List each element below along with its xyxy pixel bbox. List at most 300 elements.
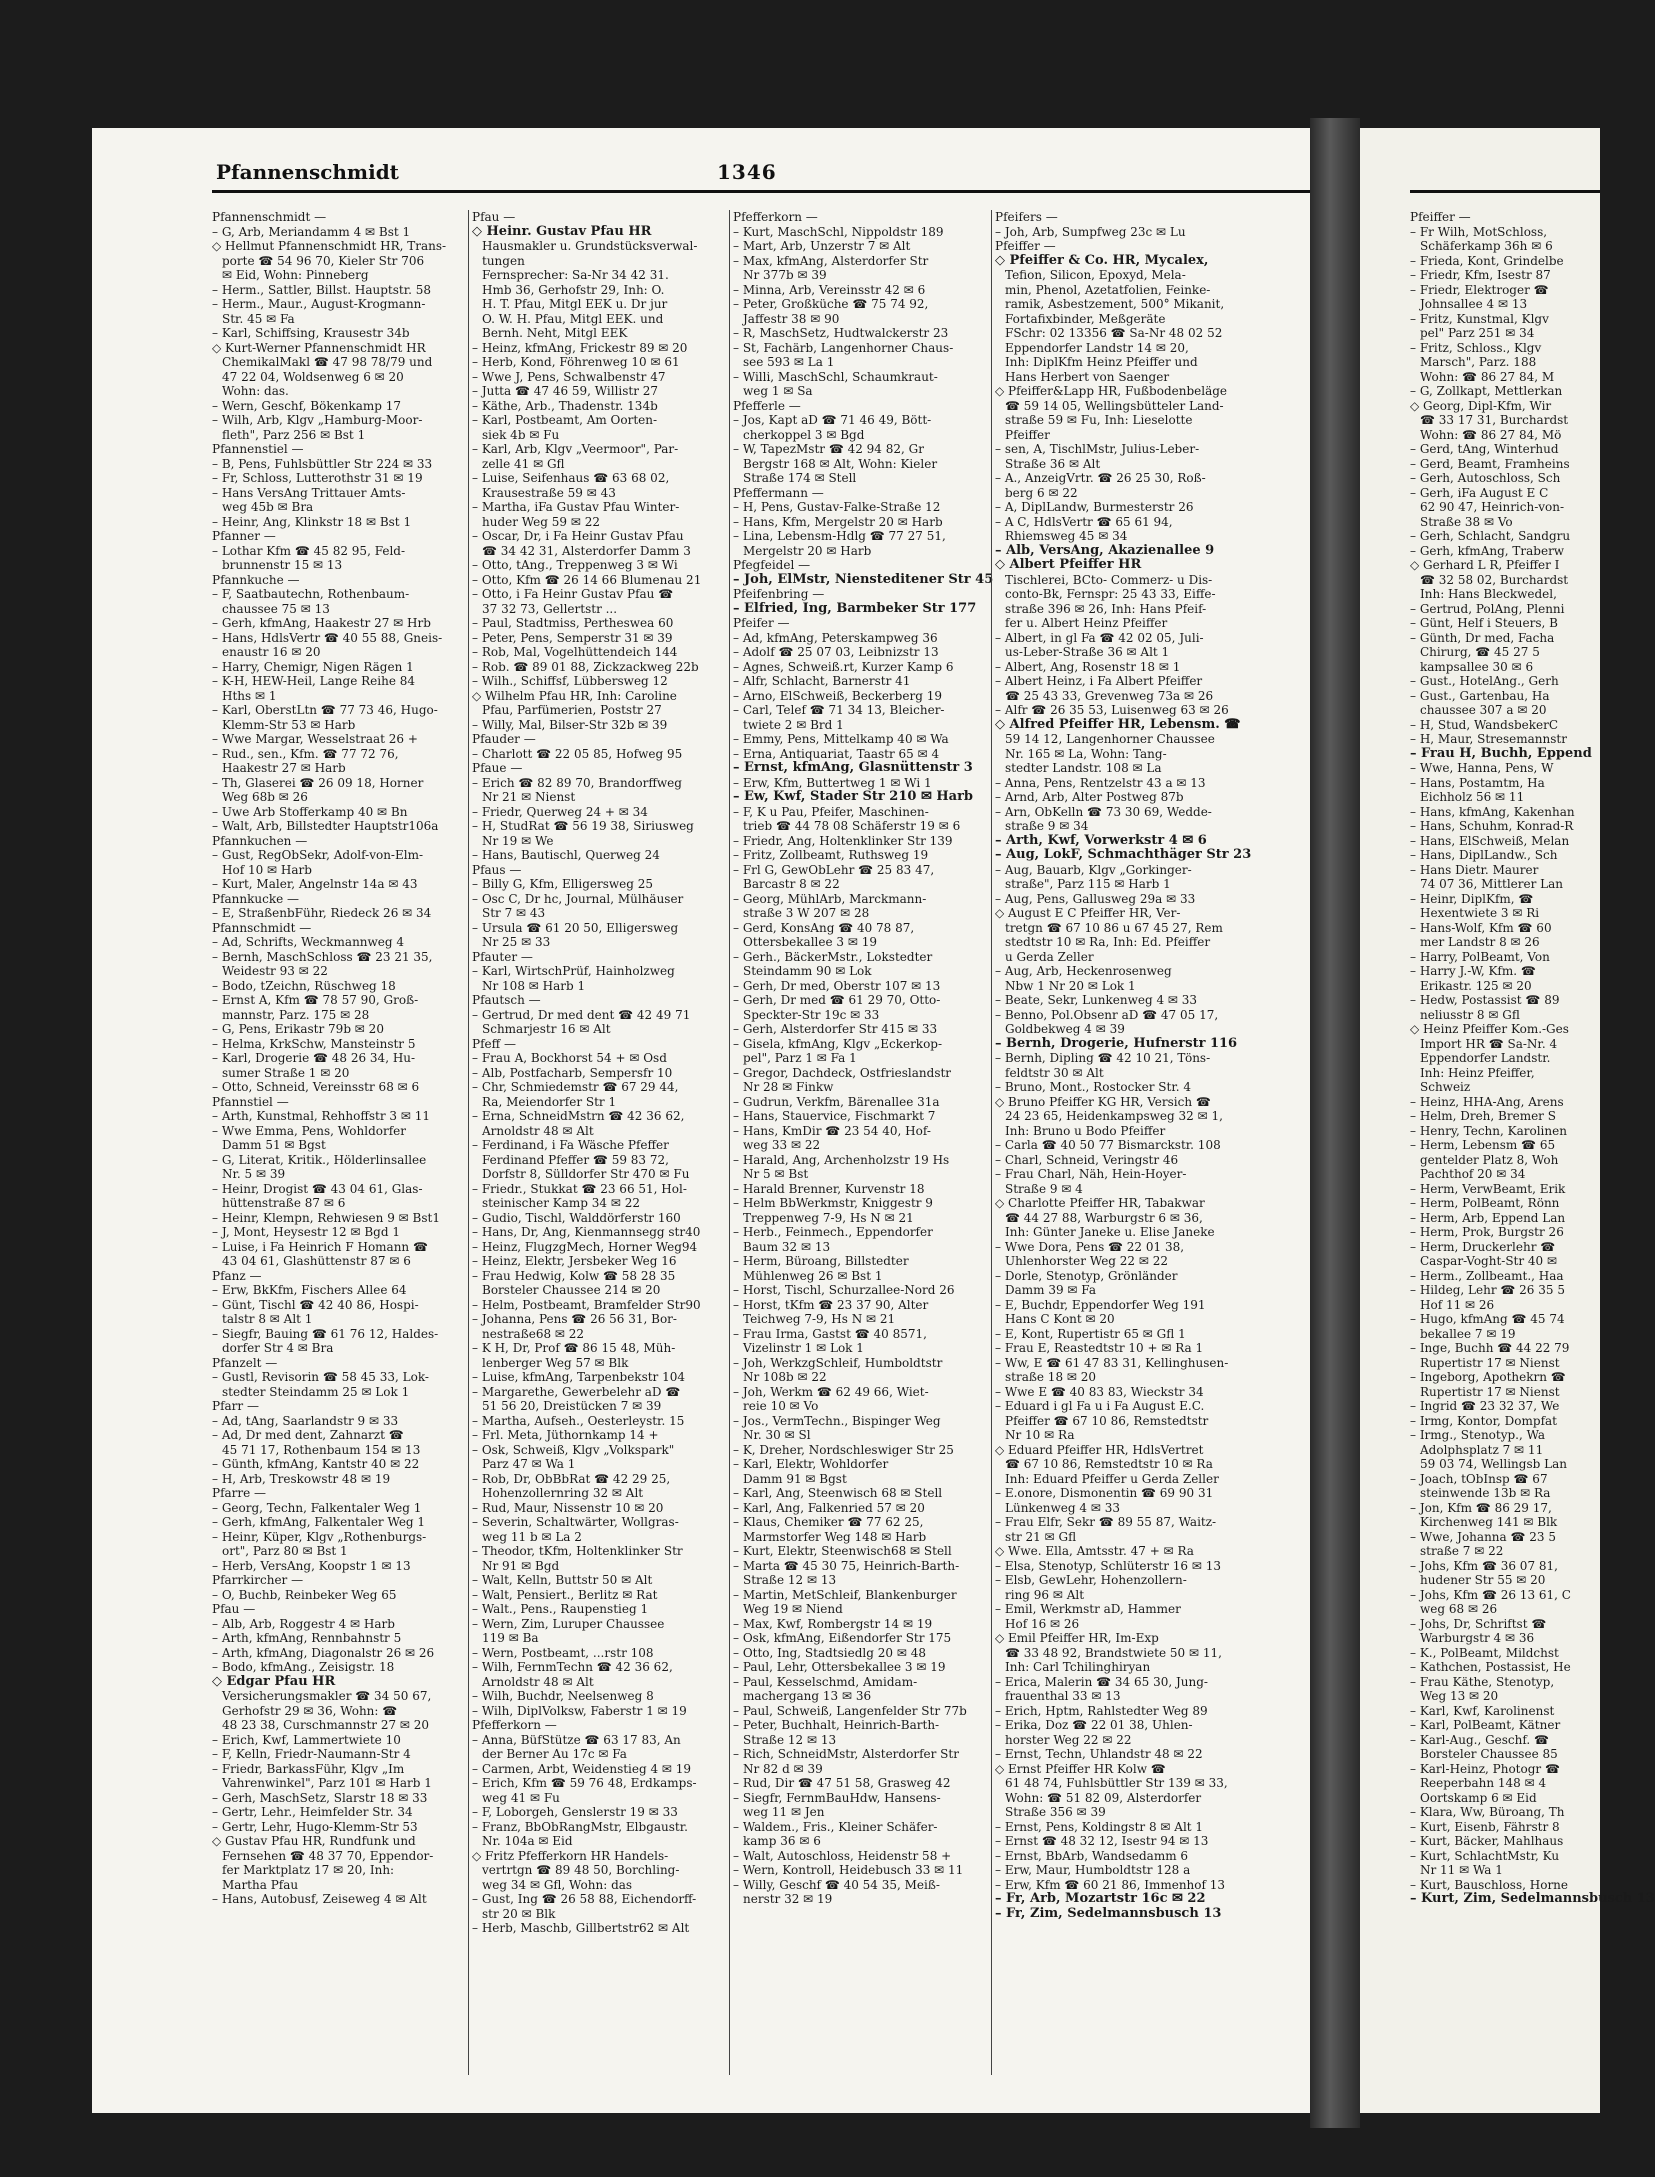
directory-entry-line: Pfannenschmidt — [212,210,327,224]
directory-entry-line: – Rich, SchneidMstr, Alsterdorfer Str [733,1747,959,1761]
directory-entry-line: – Bruno, Mont., Rostocker Str. 4 [995,1080,1192,1094]
directory-entry-line: – Kurt, Bäcker, Mahlhaus [1410,1834,1564,1848]
directory-entry-line: weg 45b ✉ Bra [222,500,314,514]
directory-entry-line: Pfau — [212,1602,256,1616]
directory-entry-line: Erikastr. 125 ✉ 20 [1420,978,1532,993]
directory-entry-line: siek 4b ✉ Fu [482,427,560,442]
directory-entry-line: – Gertrud, PolAng, Plenni [1410,601,1565,616]
directory-entry-line: – Frl G, GewObLehr ☎ 25 83 47, [733,862,935,877]
directory-entry-line: Pfannenstiel — [212,442,304,456]
directory-entry-line: – Gudio, Tischl, Walddörferstr 160 [472,1210,681,1225]
directory-entry-line: – Frau Irma, Gastst ☎ 40 8571, [733,1326,927,1341]
directory-entry-line: – Eduard i gl Fa u i Fa August E.C. [995,1399,1205,1413]
column-divider [991,210,992,2075]
directory-entry-line: – B, Pens, Fuhlsbüttler Str 224 ✉ 33 [212,456,433,471]
directory-entry-line: – Jon, Kfm ☎ 86 29 17, [1410,1500,1552,1515]
directory-entry-line: Arnoldstr 48 ✉ Alt [482,1123,594,1138]
directory-entry-line: Pfegfeidel — [733,558,811,572]
directory-entry-line: 45 71 17, Rothenbaum 154 ✉ 13 [222,1442,421,1457]
directory-entry-line: – Kurt, Bauschloss, Horne [1410,1877,1569,1892]
directory-entry-line: – K, Dreher, Nordschleswiger Str 25 [733,1442,954,1457]
directory-entry-line: Hausmakler u. Grundstücksverwal- [482,239,698,253]
directory-entry-line: Borsteler Chaussee 214 ✉ 20 [482,1283,661,1297]
book-binding [1310,118,1360,2128]
directory-entry-line: – Erw, Maur, Humboldtstr 128 a [995,1863,1191,1877]
directory-entry-line: straße 396 ✉ 26, Inh: Hans Pfeif- [1005,601,1207,616]
directory-entry-line: Pfanz — [212,1268,262,1283]
directory-entry-line: Versicherungsmakler ☎ 34 50 67, [222,1689,432,1703]
directory-column-2 [472,210,728,2075]
directory-entry-line: – Wern, Geschf, Bökenkamp 17 [212,398,402,413]
directory-entry-line: – Arnd, Arb, Alter Postweg 87b [995,790,1184,804]
directory-entry-line: – Walt, Arb, Billstedter Hauptstr106a [212,819,439,833]
directory-entry-line: – Hans Dietr. Maurer [1410,862,1539,877]
directory-entry-line: – Oscar, Dr, i Fa Heinr Gustav Pfau [472,529,684,543]
directory-entry-line: – Hans, Autobusf, Zeiseweg 4 ✉ Alt [212,1892,427,1906]
directory-entry-line: H. T. Pfau, Mitgl EEK u. Dr jur [482,297,668,311]
directory-entry-line: – Erich, Kfm ☎ 59 76 48, Erdkamps- [472,1776,697,1790]
directory-entry-line: Pfeiffer ☎ 67 10 86, Remstedtstr [1005,1413,1209,1428]
directory-entry-line: ◇ Heinz Pfeiffer Kom.-Ges [1410,1022,1569,1036]
directory-entry-line: – Albert, in gl Fa ☎ 42 02 05, Juli- [995,630,1204,645]
directory-entry-line: – Johs, Dr, Schriftst ☎ [1410,1616,1547,1631]
directory-entry-line: nerstr 32 ✉ 19 [743,1892,833,1906]
directory-entry-line: – Gudrun, Verkfm, Bärenallee 31a [733,1094,940,1109]
directory-entry-line: – Elsb, GewLehr, Hohenzollern- [995,1573,1187,1587]
directory-entry-line: – Margarethe, Gewerbelehr aD ☎ [472,1384,681,1399]
directory-entry-line: Straße 9 ✉ 4 [1005,1181,1083,1196]
directory-entry-line: – Fr, Arb, Mozartstr 16c ✉ 22 [995,1891,1206,1906]
directory-entry-line: Pfeifers — [995,210,1058,224]
running-head-name: Pfannenschmidt [216,160,399,184]
directory-entry-line: gentelder Platz 8, Woh [1420,1152,1559,1167]
directory-entry-line: 24 23 65, Heidenkampsweg 32 ✉ 1, [1005,1109,1223,1123]
directory-entry-line: straße 9 ✉ 34 [1005,819,1089,833]
directory-entry-line: – Günth, Dr med, Facha [1410,630,1555,645]
directory-entry-line: Inh: Günter Janeke u. Elise Janeke [1005,1225,1215,1239]
directory-entry-line: – Herm, PolBeamt, Rönn [1410,1196,1560,1210]
directory-entry-line: ☎ 32 58 02, Burchardst [1420,572,1569,587]
directory-entry-line: Pfeifer — [733,616,790,630]
directory-entry-line: Nr 21 ✉ Nienst [482,790,576,804]
directory-entry-line: – Max, Kwf, Rombergstr 14 ✉ 19 [733,1616,933,1631]
directory-entry-line: – Ad, Schrifts, Weckmannweg 4 [212,935,405,949]
directory-entry-line: – Karl, Drogerie ☎ 48 26 34, Hu- [212,1051,416,1065]
directory-entry-line: – Herm., Zollbeamt., Haa [1410,1268,1564,1283]
directory-entry-line: Nr 108b ✉ 22 [743,1370,827,1384]
directory-entry-line: Weg 68b ✉ 26 [222,790,308,804]
directory-entry-line: brunnenstr 15 ✉ 13 [222,558,343,572]
directory-entry-line: – Helm BbWerkmstr, Kniggestr 9 [733,1196,933,1210]
directory-entry-line: Nr 377b ✉ 39 [743,268,827,282]
directory-entry-line: ◇ Gerhard L R, Pfeiffer I [1410,558,1560,572]
directory-entry-line: – Johanna, Pens ☎ 26 56 31, Bor- [472,1312,677,1326]
directory-entry-line: – A C, HdlsVertr ☎ 65 61 94, [995,514,1173,529]
directory-entry-line: – Jutta ☎ 47 46 59, Willistr 27 [472,384,659,398]
directory-entry-line: feldtstr 30 ✉ Alt [1005,1065,1104,1080]
directory-entry-line: – F, Loborgeh, Genslerstr 19 ✉ 33 [472,1805,678,1819]
directory-entry-line: Pfefferle — [733,398,801,413]
directory-entry-line: – Chr, Schmiedemstr ☎ 67 29 44, [472,1080,679,1094]
directory-entry-line: – Karl, OberstLtn ☎ 77 73 46, Hugo- [212,703,438,717]
directory-entry-line: Vizelinstr 1 ✉ Lok 1 [743,1341,864,1355]
directory-entry-line: Straße 12 ✉ 13 [743,1732,837,1747]
directory-entry-line: – Günt, Tischl ☎ 42 40 86, Hospi- [212,1297,419,1312]
directory-entry-line: ☎ 44 27 88, Warburgstr 6 ✉ 36, [1005,1210,1203,1225]
directory-entry-line: ◇ Heinr. Gustav Pfau HR [472,223,652,239]
directory-entry-line: Pfauter — [472,949,533,964]
directory-entry-line: Haakestr 27 ✉ Harb [222,761,346,775]
directory-entry-line: Caspar-Voght-Str 40 ✉ [1420,1254,1558,1268]
directory-entry-line: Jaffestr 38 ✉ 90 [743,311,840,326]
directory-entry-line: – Luise, Seifenhaus ☎ 63 68 02, [472,471,670,485]
directory-entry-line: Pfanner — [212,529,276,543]
directory-entry-line: ☎ 33 17 31, Burchardst [1420,413,1569,427]
directory-entry-line: Pfarr — [212,1399,259,1413]
directory-entry-line: – Gerh, Schlacht, Sandgru [1410,529,1571,543]
directory-entry-line: – Herm., Sattler, Billst. Hauptstr. 58 [212,282,432,297]
directory-entry-line: – Friedr, Kfm, Isestr 87 [1410,268,1551,282]
directory-entry-line: ◇ Albert Pfeiffer HR [995,557,1142,572]
directory-entry-line: trieb ☎ 44 78 08 Schäferstr 19 ✉ 6 [743,819,961,833]
directory-entry-line: – Bernh, MaschSchloss ☎ 23 21 35, [212,949,433,964]
directory-entry-line: – Carl, Telef ☎ 71 34 13, Bleicher- [733,703,945,717]
directory-entry-line: – Kathchen, Postassist, He [1410,1660,1571,1674]
directory-entry-line: Eppendorfer Landstr. [1420,1051,1551,1065]
directory-entry-line: – Heinz, FlugzgMech, Horner Weg94 [472,1239,698,1254]
directory-entry-line: – Frau Käthe, Stenotyp, [1410,1674,1555,1689]
directory-entry-line: Goldbekweg 4 ✉ 39 [1005,1022,1125,1036]
directory-entry-line: Schweiz [1420,1080,1471,1094]
directory-entry-line: – Karl, Arb, Klgv „Veermoor", Par- [472,442,679,456]
directory-entry-line: – Wwe Margar, Wesselstraat 26 + [212,732,418,746]
directory-entry-line: – Gerd, KonsAng ☎ 40 78 87, [733,920,915,935]
directory-entry-line: – Karl, Elektr, Wohldorfer [733,1457,889,1471]
directory-entry-line: 61 48 74, Fuhlsbüttler Str 139 ✉ 33, [1005,1776,1228,1790]
directory-entry-line: stedter Steindamm 25 ✉ Lok 1 [222,1384,410,1399]
directory-entry-line: ChemikalMakl ☎ 47 98 78/79 und [222,355,433,369]
directory-entry-line: – Gerd, Beamt, Framheins [1410,456,1570,471]
directory-entry-line: Nr 5 ✉ Bst [743,1167,809,1181]
directory-entry-line: – Ad, tAng, Saarlandstr 9 ✉ 33 [212,1413,399,1428]
directory-entry-line: – Frieda, Kont, Grindelbe [1410,253,1564,268]
directory-entry-line: Hths ✉ 1 [222,688,277,703]
directory-entry-line: – Fr, Schloss, Lutterothstr 31 ✉ 19 [212,471,423,485]
directory-entry-line: Nr 82 d ✉ 39 [743,1761,823,1776]
directory-entry-line: – Gerh, Autoschloss, Sch [1410,471,1561,485]
directory-entry-line: Straße 38 ✉ Vo [1420,514,1513,529]
directory-entry-line: – Friedr., Stukkat ☎ 23 66 51, Hol- [472,1181,687,1196]
directory-entry-line: chaussee 75 ✉ 13 [222,601,330,616]
directory-entry-line: – Bernh, Dipling ☎ 42 10 21, Töns- [995,1051,1211,1065]
directory-entry-line: – Karl-Heinz, Photogr ☎ [1410,1761,1560,1776]
directory-entry-line: – Wern, Zim, Luruper Chaussee [472,1616,665,1631]
directory-entry-line: Arnoldstr 48 ✉ Alt [482,1674,594,1689]
directory-entry-line: – Kurt, MaschSchl, Nippoldstr 189 [733,224,944,239]
directory-entry-line: – Gregor, Dachdeck, Ostfrieslandstr [733,1065,952,1080]
directory-entry-line: Rupertistr 17 ✉ Nienst [1420,1384,1560,1399]
directory-entry-line: Pfau — [472,210,516,224]
directory-entry-line: 47 22 04, Woldsenweg 6 ✉ 20 [222,369,404,384]
directory-entry-line: – W, TapezMstr ☎ 42 94 82, Gr [733,442,924,456]
directory-entry-line: – Kurt, Eisenb, Fährstr 8 [1410,1819,1560,1834]
directory-entry-line: Hmb 36, Gerhofstr 29, Inh: O. [482,282,665,297]
directory-entry-line: neliusstr 8 ✉ Gfl [1420,1007,1520,1022]
directory-entry-line: – G, Literat, Kritik., Hölderlinsallee [212,1152,427,1167]
directory-entry-line: – Wilh, FernmTechn ☎ 42 36 62, [472,1660,673,1674]
directory-entry-line: – Erw, Kfm ☎ 60 21 86, Immenhof 13 [995,1877,1226,1892]
directory-entry-line: – Harald, Ang, Archenholzstr 19 Hs [733,1152,950,1167]
directory-entry-line: – Hugo, kfmAng ☎ 45 74 [1410,1312,1565,1326]
directory-entry-line: ramik, Asbestzement, 500° Mikanit, [1005,297,1225,311]
directory-entry-line: – Harald Brenner, Kurvenstr 18 [733,1181,925,1196]
directory-entry-line: Fernsprecher: Sa-Nr 34 42 31. [482,268,669,282]
directory-entry-line: – Osk, kfmAng, Eißendorfer Str 175 [733,1631,952,1645]
directory-entry-line: – Erna, Antiquariat, Taastr 65 ✉ 4 [733,746,940,761]
directory-entry-line: – St, Fachärb, Langenhorner Chaus- [733,340,954,355]
directory-entry-line: Pfarre — [212,1486,267,1500]
header-rule [212,190,1310,193]
directory-entry-line: – Heinr, Klempn, Rehwiesen 9 ✉ Bst1 [212,1210,440,1225]
directory-entry-line: – Horst, Tischl, Schurzallee-Nord 26 [733,1283,955,1297]
directory-entry-line: – Beate, Sekr, Lunkenweg 4 ✉ 33 [995,993,1198,1007]
directory-entry-line: ✉ Eid, Wohn: Pinneberg [222,268,369,282]
directory-entry-line: – Hans, Stauervice, Fischmarkt 7 [733,1109,936,1123]
directory-entry-line: Uhlenhorster Weg 22 ✉ 22 [1005,1254,1169,1268]
directory-entry-line: – Wern, Kontroll, Heidebusch 33 ✉ 11 [733,1863,964,1877]
directory-entry-line: weg 11 ✉ Jen [743,1805,825,1819]
directory-entry-line: – H, Pens, Gustav-Falke-Straße 12 [733,500,941,514]
directory-entry-line: – Hans, kfmAng, Kakenhan [1410,804,1575,819]
directory-entry-line: – Johs, Kfm ☎ 26 13 61, C [1410,1587,1571,1602]
directory-entry-line: Pfarrkircher — [212,1573,304,1587]
directory-entry-line: – Gust, Ing ☎ 26 58 88, Eichendorff- [472,1892,697,1906]
directory-entry-line: ◇ Edgar Pfau HR [212,1673,336,1689]
directory-entry-line: – H, Maur, Stresemannstr [1410,732,1567,746]
directory-entry-line: 62 90 47, Heinrich-von- [1420,500,1565,514]
directory-entry-line: – Paul, Kesselschmd, Amidam- [733,1674,918,1689]
directory-entry-line: Pfauder — [472,732,536,746]
directory-entry-line: weg 11 b ✉ La 2 [482,1529,582,1544]
directory-entry-line: – Ursula ☎ 61 20 50, Elligersweg [472,920,679,935]
directory-entry-line: O. W. H. Pfau, Mitgl EEK. und [482,311,664,326]
directory-entry-line: – Herm, Druckerlehr ☎ [1410,1239,1556,1254]
directory-entry-line: ◇ Fritz Pfefferkorn HR Handels- [472,1848,669,1863]
directory-entry-line: ◇ Wilhelm Pfau HR, Inh: Caroline [472,688,677,703]
directory-entry-line: ☎ 33 48 92, Brandstwiete 50 ✉ 11, [1005,1645,1222,1660]
directory-entry-line: Tischlerei, BCto- Commerz- u Dis- [1005,572,1213,587]
directory-entry-line: – K H, Dr, Prof ☎ 86 15 48, Müh- [472,1341,676,1355]
directory-entry-line: berg 6 ✉ 22 [1005,485,1078,500]
directory-entry-line: Borsteler Chaussee 85 [1420,1747,1558,1761]
directory-entry-line: – Arth, kfmAng, Diagonalstr 26 ✉ 26 [212,1645,435,1660]
directory-entry-line: – Elfried, Ing, Barmbeker Str 177 [733,600,977,616]
directory-entry-line: Nr. 30 ✉ Sl [743,1428,811,1442]
directory-entry-line: kampsallee 30 ✉ 6 [1420,659,1534,674]
directory-entry-line: – Günt, Helf i Steuers, B [1410,616,1558,630]
directory-entry-line: hüttenstraße 87 ✉ 6 [222,1196,346,1210]
directory-entry-line: – Helm, Postbeamt, Bramfelder Str90 [472,1297,701,1312]
directory-entry-line: der Berner Au 17c ✉ Fa [482,1747,627,1761]
directory-entry-line: – Emil, Werkmstr aD, Hammer [995,1602,1181,1616]
directory-entry-line: – Walt, Autoschloss, Heidenstr 58 + [733,1848,952,1863]
directory-entry-line: vertrtgn ☎ 89 48 50, Borchling- [482,1863,680,1877]
directory-entry-line: – Erich, Hptm, Rahlstedter Weg 89 [995,1703,1208,1718]
directory-entry-line: 119 ✉ Ba [482,1631,539,1645]
directory-entry-line: – A., AnzeigVrtr. ☎ 26 25 30, Roß- [995,471,1206,485]
directory-entry-line: – O, Buchb, Reinbeker Weg 65 [212,1587,397,1602]
directory-entry-line: – Ernst, Pens, Koldingstr 8 ✉ Alt 1 [995,1819,1204,1834]
directory-entry-line: Krausestraße 59 ✉ 43 [482,485,616,500]
directory-entry-line: – Gustl, Revisorin ☎ 58 45 33, Lok- [212,1370,429,1384]
directory-entry-line: – Hans, Dr, Ang, Kienmannsegg str40 [472,1225,701,1239]
directory-entry-line: Eppendorfer Landstr 14 ✉ 20, [1005,340,1189,355]
directory-entry-line: fleth", Parz 256 ✉ Bst 1 [222,427,366,442]
directory-entry-line: – Gerh, iFa August E C [1410,485,1549,500]
directory-entry-line: – Arth, Kunstmal, Rehhoffstr 3 ✉ 11 [212,1109,430,1123]
directory-entry-line: – Heinz, HHA-Ang, Arens [1410,1094,1564,1109]
directory-entry-line: Teichweg 7-9, Hs N ✉ 21 [743,1312,896,1326]
header-rule [1410,190,1600,193]
directory-entry-line: – Karl, Schiffsing, Krausestr 34b [212,326,410,340]
directory-entry-line: – Osc C, Dr hc, Journal, Mülhäuser [472,891,684,906]
directory-entry-line: – Herm, Prok, Burgstr 26 [1410,1225,1564,1239]
directory-entry-line: Fernsehen ☎ 48 37 70, Eppendor- [222,1848,434,1863]
directory-entry-line: Ottersbekallee 3 ✉ 19 [743,935,877,949]
directory-entry-line: frauenthal 33 ✉ 13 [1005,1689,1121,1703]
directory-entry-line: 48 23 38, Curschmannstr 27 ✉ 20 [222,1718,430,1732]
directory-entry-line: – Ferdinand, i Fa Wäsche Pfeffer [472,1138,669,1152]
directory-entry-line: Pfanzelt — [212,1355,278,1370]
directory-entry-line: Hof 11 ✉ 26 [1420,1297,1495,1312]
directory-entry-line: – Fritz, Schloss., Klgv [1410,340,1542,355]
directory-entry-line: Inh: DiplKfm Heinz Pfeiffer und [1005,355,1198,369]
directory-entry-line: ☎ 25 43 33, Grevenweg 73a ✉ 26 [1005,688,1214,703]
directory-entry-line: – Herb, Maschb, Gillbertstr62 ✉ Alt [472,1921,690,1935]
directory-entry-line: – Ad, kfmAng, Peterskampweg 36 [733,630,938,645]
directory-entry-line: – Ernst, kfmAng, Glasnüttenstr 3 [733,760,973,775]
directory-entry-line: – Frau Charl, Näh, Hein-Hoyer- [995,1167,1187,1181]
directory-entry-line: Ferdinand Pfeffer ☎ 59 83 72, [482,1152,669,1167]
directory-entry-line: Weg 13 ✉ 20 [1420,1689,1499,1703]
directory-entry-line: Fortafixbinder, Meßgeräte [1005,311,1166,326]
directory-entry-line: – Willy, Geschf ☎ 40 54 35, Meiß- [733,1877,940,1892]
directory-entry-line: – Erw, Kfm, Buttertweg 1 ✉ Wi 1 [733,775,932,790]
directory-entry-line: – Gerh, kfmAng, Haakestr 27 ✉ Hrb [212,616,431,630]
directory-entry-line: Nr 11 ✉ Wa 1 [1420,1863,1503,1877]
directory-entry-line: Import HR ☎ Sa-Nr. 4 [1420,1036,1558,1051]
directory-entry-line: Damm 39 ✉ Fa [1005,1283,1096,1297]
directory-entry-line: – Luise, kfmAng, Tarpenbekstr 104 [472,1370,685,1384]
directory-entry-line: Nr 108 ✉ Harb 1 [482,978,586,993]
directory-entry-line: – Helm, Dreh, Bremer S [1410,1109,1556,1123]
directory-entry-line: – E, Buchdr, Eppendorfer Weg 191 [995,1297,1206,1312]
directory-entry-line: Pfannschmidt — [212,920,312,935]
directory-entry-line: – A, DiplLandw, Burmesterstr 26 [995,500,1194,514]
directory-entry-line: weg 33 ✉ 22 [743,1138,821,1152]
directory-entry-line: – Heinr, DiplKfm, ☎ [1410,891,1534,906]
directory-entry-line: – Siegfr, FernmBauHdw, Hansens- [733,1790,941,1805]
directory-entry-line: – Osk, Schweiß, Klgv „Volkspark" [472,1442,675,1457]
directory-entry-line: stedter Landstr. 108 ✉ La [1005,761,1162,775]
directory-entry-line: – Friedr, Querweg 24 + ✉ 34 [472,804,648,819]
directory-entry-line: – Rob, Dr, ObBbRat ☎ 42 29 25, [472,1471,671,1486]
directory-entry-line: – Uwe Arb Stofferkamp 40 ✉ Bn [212,804,408,819]
directory-entry-line: str 21 ✉ Gfl [1005,1529,1077,1544]
directory-entry-line: Bernh. Neht, Mitgl EEK [482,326,628,340]
directory-entry-line: Hof 10 ✉ Harb [222,862,312,877]
directory-entry-line: Straße 174 ✉ Stell [743,471,857,485]
directory-entry-line: – Gerh, kfmAng, Falkentaler Weg 1 [212,1515,426,1529]
directory-entry-line: Nr 10 ✉ Ra [1005,1428,1075,1442]
directory-entry-line: – Hans, DiplLandw., Sch [1410,848,1558,862]
directory-entry-line: – Erica, Malerin ☎ 34 65 30, Jung- [995,1674,1208,1689]
directory-entry-line: Pfaue — [472,761,523,775]
directory-entry-line: – Horst, tKfm ☎ 23 37 90, Alter [733,1297,929,1312]
directory-entry-line: – Gerh, Alsterdorfer Str 415 ✉ 33 [733,1022,938,1036]
directory-entry-line: reie 10 ✉ Vo [743,1399,819,1413]
directory-entry-line: Mergelstr 20 ✉ Harb [743,543,872,558]
directory-entry-line: porte ☎ 54 96 70, Kieler Str 706 [222,253,425,268]
directory-entry-line: pel" Parz 251 ✉ 34 [1420,326,1535,340]
directory-entry-line: – H, Arb, Treskowstr 48 ✉ 19 [212,1471,391,1486]
directory-entry-line: – Herb., Feinmech., Eppendorfer [733,1225,933,1239]
directory-entry-line: nestraße68 ✉ 22 [482,1326,585,1341]
directory-entry-line: – H, StudRat ☎ 56 19 38, Siriusweg [472,819,694,833]
directory-entry-line: Hof 16 ✉ 26 [1005,1616,1080,1631]
directory-page [92,128,1310,2113]
column-divider [468,210,469,2075]
directory-entry-line: – Joh, WerkzgSchleif, Humboldtstr [733,1355,943,1370]
directory-entry-line: ◇ Ernst Pfeiffer HR Kolw ☎ [995,1761,1166,1776]
directory-entry-line: Pfannkuche — [212,572,300,587]
directory-entry-line: pel", Parz 1 ✉ Fa 1 [743,1051,857,1065]
directory-entry-line: – J, Mont, Heysestr 12 ✉ Bgd 1 [212,1225,400,1239]
directory-entry-line: – Benno, Pol.Obsenr aD ☎ 47 05 17, [995,1007,1219,1022]
directory-entry-line: Schmarjestr 16 ✉ Alt [482,1022,611,1036]
directory-entry-line: fer Marktplatz 17 ✉ 20, Inh: [222,1863,395,1877]
directory-entry-line: Steindamm 90 ✉ Lok [743,964,872,978]
next-page-column [1410,210,1655,2075]
directory-entry-line: – Anna, Pens, Rentzelstr 43 a ✉ 13 [995,775,1206,790]
directory-entry-line: Oortskamp 6 ✉ Eid [1420,1790,1537,1805]
directory-entry-line: Parz 47 ✉ Wa 1 [482,1457,576,1471]
directory-entry-line: – Willi, MaschSchl, Schaumkraut- [733,369,938,384]
directory-entry-line: Baum 32 ✉ 13 [743,1239,831,1254]
directory-entry-line: – Walt, Kelln, Buttstr 50 ✉ Alt [472,1573,653,1587]
directory-entry-line: – H, Stud, WandsbekerC [1410,717,1559,732]
directory-entry-line: Rupertistr 17 ✉ Nienst [1420,1355,1560,1370]
directory-entry-line: ◇ Emil Pfeiffer HR, Im-Exp [995,1631,1159,1645]
directory-entry-line: – F, Saatbautechn, Rothenbaum- [212,587,410,601]
directory-entry-line: straße 3 W 207 ✉ 28 [743,906,870,920]
directory-entry-line: Pfeiffer — [1410,210,1471,224]
directory-entry-line: – Otto, Schneid, Vereinsstr 68 ✉ 6 [212,1080,420,1094]
directory-entry-line: – Max, kfmAng, Alsterdorfer Str [733,253,929,268]
directory-entry-line: – Herm, VerwBeamt, Erik [1410,1181,1566,1196]
directory-entry-line: 51 56 20, Dreistücken 7 ✉ 39 [482,1399,662,1413]
directory-entry-line: – Kurt, Zim, Sedelmannsbusch 13 [1410,1891,1655,1906]
directory-entry-line: Nr 91 ✉ Bgd [482,1558,560,1573]
directory-entry-line: – K., PolBeamt, Mildchst [1410,1645,1559,1660]
directory-entry-line: Straße 36 ✉ Alt [1005,456,1101,471]
directory-entry-line: Kirchenweg 141 ✉ Blk [1420,1515,1558,1529]
directory-entry-line: – Gerh, kfmAng, Traberw [1410,543,1565,558]
directory-entry-line: kamp 36 ✉ 6 [743,1834,821,1848]
directory-entry-line: – Ew, Kwf, Stader Str 210 ✉ Harb [733,789,974,804]
directory-entry-line: – Alb, VersAng, Akazienallee 9 [995,542,1215,558]
directory-entry-line: – Gust., HotelAng., Gerh [1410,674,1559,688]
